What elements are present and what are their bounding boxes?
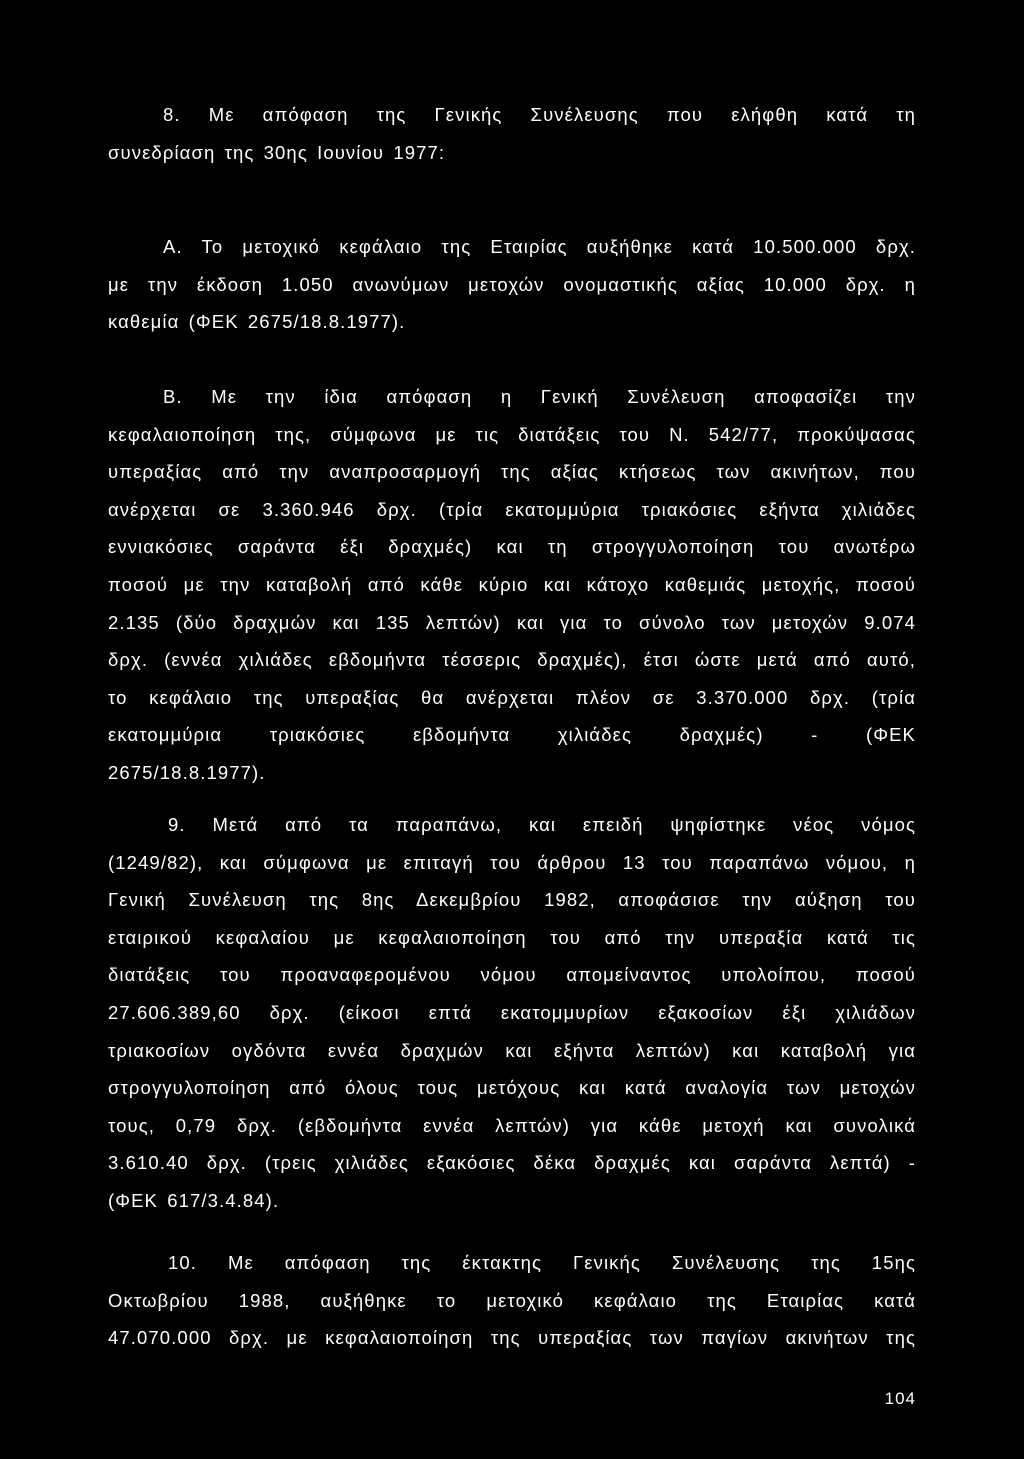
text-line: τους, 0,79 δρχ. (εβδομήντα εννέα λεπτών) για κάθε μετοχή και συνολικά [108,1114,916,1136]
text-line: κεφαλαιοποίηση της, σύμφωνα με τις διατάξεις του Ν. 542/77, προκύψασας [108,423,916,445]
text-line: εταιρικού κεφαλαίου με κεφαλαιοποίηση του από την υπεραξία κατά τις [108,926,916,948]
text-line: δρχ. (εννέα χιλιάδες εβδομήντα τέσσερις δραχμές), έτσι ώστε μετά από αυτό, [108,649,916,671]
text-line: Οκτωβρίου 1988, αυξήθηκε το μετοχικό κεφάλαιο της Εταιρίας κατά [108,1289,916,1311]
text-line: εννιακόσιες σαράντα έξι δραχμές) και τη στρογγυλοποίηση του ανωτέρω [108,536,916,558]
text-line: 47.070.000 δρχ. με κεφαλαιοποίηση της υπεραξίας των παγίων ακινήτων της [108,1327,916,1349]
text-line: Α. Το μετοχικό κεφάλαιο της Εταιρίας αυξήθηκε κατά 10.500.000 δρχ. [163,236,916,257]
text-line: 2.135 (δύο δραχμών και 135 λεπτών) και για το σύνολο των μετοχών 9.074 [108,611,916,633]
text-line: καθεμία (ΦΕΚ 2675/18.8.1977). [108,311,406,333]
text-line: 10. Με απόφαση της έκτακτης Γενικής Συνέλευσης της 15ης [168,1252,916,1273]
page-number: 104 [884,1389,916,1408]
text-line: το κεφάλαιο της υπεραξίας θα ανέρχεται πλέον σε 3.370.000 δρχ. (τρία [108,686,916,708]
text-line: ανέρχεται σε 3.360.946 δρχ. (τρία εκατομμύρια τριακόσιες εξήντα χιλιάδες [108,498,916,520]
text-line: Β. Με την ίδια απόφαση η Γενική Συνέλευση αποφασίζει την [163,386,916,407]
text-line: με την έκδοση 1.050 ανωνύμων μετοχών ονομαστικής αξίας 10.000 δρχ. η [108,273,916,295]
text-line: εκατομμύρια τριακόσιες εβδομήντα χιλιάδες δραχμές) - (ΦΕΚ [108,724,916,746]
text-line: 27.606.389,60 δρχ. (είκοσι επτά εκατομμυρίων εξακοσίων έξι χιλιάδων [108,1001,916,1023]
paragraph-8b [108,378,916,792]
text-line: τριακοσίων ογδόντα εννέα δραχμών και εξήντα λεπτών) και καταβολή για [108,1039,916,1061]
text-line: συνεδρίαση της 30ης Ιουνίου 1977: [108,141,446,163]
text-line: 3.610.40 δρχ. (τρεις χιλιάδες εξακόσιες δέκα δραχμές και σαράντα λεπτά) - [108,1152,916,1174]
text-line: (1249/82), και σύμφωνα με επιταγή του άρθρου 13 του παραπάνω νόμου, η [108,851,916,873]
text-line: 2675/18.8.1977). [108,761,266,783]
text-line: υπεραξίας από την αναπροσαρμογή της αξίας κτήσεως των ακινήτων, που [108,461,916,483]
paragraph-10 [108,1244,916,1357]
text-line: στρογγυλοποίηση από όλους τους μετόχους και κατά αναλογία των μετοχών [108,1077,916,1099]
text-line: (ΦΕΚ 617/3.4.84). [108,1189,280,1211]
text-line: διατάξεις του προαναφερομένου νόμου απομείναντος υπολοίπου, ποσού [108,964,916,986]
text-line: 8. Με απόφαση της Γενικής Συνέλευσης που ελήφθη κατά τη [163,104,916,125]
paragraph-9 [108,806,916,1220]
text-line: ποσού με την καταβολή από κάθε κύριο και κάτοχο καθεμιάς μετοχής, ποσού [108,573,916,595]
text-line: 9. Μετά από τα παραπάνω, και επειδή ψηφίστηκε νέος νόμος [168,814,916,835]
paragraph-8 [108,96,916,171]
paragraph-8a [108,228,916,341]
text-line: Γενική Συνέλευση της 8ης Δεκεμβρίου 1982, αποφάσισε την αύξηση του [108,889,916,911]
